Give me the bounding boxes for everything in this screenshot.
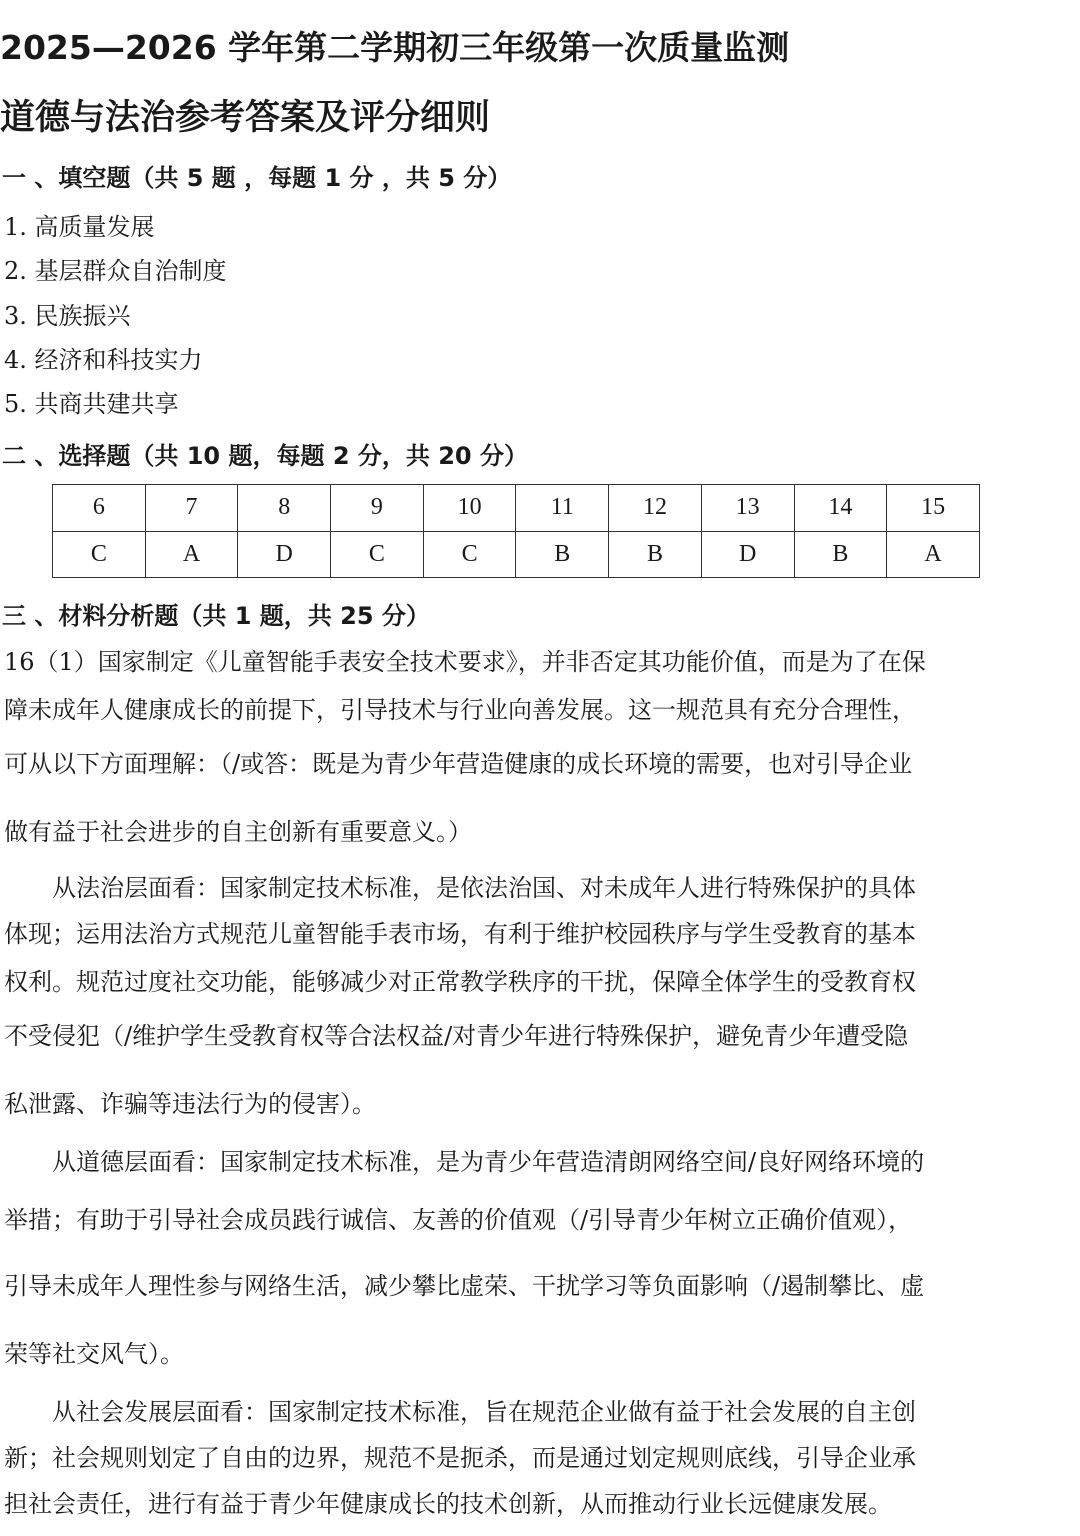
- section-multiple-choice-heading: 二 、选择题（共 10 题，每题 2 分，共 20 分）: [2, 442, 528, 470]
- analysis-text-line: 权利。规范过度社交功能，能够减少对正常教学秩序的干扰，保障全体学生的受教育权: [4, 968, 916, 996]
- analysis-text-line: 举措；有助于引导社会成员践行诚信、友善的价值观（/引导青少年树立正确价值观），: [4, 1206, 913, 1234]
- analysis-text-line: 做有益于社会进步的自主创新有重要意义。）: [4, 818, 472, 846]
- answer-letter-cell: B: [609, 531, 702, 578]
- answer-letter-row: [53, 531, 980, 578]
- question-number-cell: 7: [145, 485, 238, 532]
- question-number-row: [53, 485, 980, 532]
- answer-letter-cell: A: [887, 531, 980, 578]
- analysis-text-line: 16（1）国家制定《儿童智能手表安全技术要求》，并非否定其功能价值，而是为了在保: [4, 648, 926, 676]
- answer-letter-cell: C: [423, 531, 516, 578]
- law-perspective-paragraph: 从法治层面看：国家制定技术标准，是依法治国、对未成年人进行特殊保护的具体: [52, 874, 916, 902]
- question-number-cell: 14: [794, 485, 887, 532]
- analysis-text-line: 障未成年人健康成长的前提下，引导技术与行业向善发展。这一规范具有充分合理性，: [4, 696, 916, 724]
- fill-blank-answer-5: 5. 共商共建共享: [4, 390, 179, 418]
- question-number-cell: 10: [423, 485, 516, 532]
- answer-letter-cell: B: [794, 531, 887, 578]
- exam-title: 2025—2026 学年第二学期初三年级第一次质量监测: [0, 28, 790, 67]
- analysis-text-line: 不受侵犯（/维护学生受教育权等合法权益/对青少年进行特殊保护，避免青少年遭受隐: [4, 1022, 909, 1050]
- fill-blank-answer-1: 1. 高质量发展: [4, 213, 155, 241]
- section-material-analysis-heading: 三 、材料分析题（共 1 题，共 25 分）: [2, 602, 430, 630]
- question-number-cell: 12: [609, 485, 702, 532]
- fill-blank-answer-2: 2. 基层群众自治制度: [4, 257, 227, 285]
- answer-letter-cell: D: [701, 531, 794, 578]
- question-number-cell: 11: [516, 485, 609, 532]
- section-fill-blank-heading: 一 、填空题（共 5 题 ，每题 1 分 ，共 5 分）: [2, 164, 512, 192]
- analysis-text-line: 担社会责任，进行有益于青少年健康成长的技术创新，从而推动行业长远健康发展。: [4, 1490, 892, 1518]
- society-perspective-paragraph: 从社会发展层面看：国家制定技术标准，旨在规范企业做有益于社会发展的自主创: [52, 1398, 916, 1426]
- choice-answer-table: [52, 484, 980, 578]
- answer-letter-cell: C: [53, 531, 146, 578]
- answer-letter-cell: C: [331, 531, 424, 578]
- answer-letter-cell: D: [238, 531, 331, 578]
- analysis-text-line: 私泄露、诈骗等违法行为的侵害）。: [4, 1090, 376, 1118]
- analysis-text-line: 新；社会规则划定了自由的边界，规范不是扼杀，而是通过划定规则底线，引导企业承: [4, 1444, 916, 1472]
- analysis-text-line: 可从以下方面理解：（/或答：既是为青少年营造健康的成长环境的需要，也对引导企业: [4, 750, 913, 778]
- answer-letter-cell: B: [516, 531, 609, 578]
- fill-blank-answer-3: 3. 民族振兴: [4, 302, 131, 330]
- fill-blank-answer-4: 4. 经济和科技实力: [4, 346, 203, 374]
- question-number-cell: 6: [53, 485, 146, 532]
- document-subtitle: 道德与法治参考答案及评分细则: [0, 98, 491, 138]
- morality-perspective-paragraph: 从道德层面看：国家制定技术标准，是为青少年营造清朗网络空间/良好网络环境的: [52, 1148, 925, 1176]
- answer-letter-cell: A: [145, 531, 238, 578]
- question-number-cell: 8: [238, 485, 331, 532]
- question-number-cell: 15: [887, 485, 980, 532]
- question-number-cell: 13: [701, 485, 794, 532]
- question-number-cell: 9: [331, 485, 424, 532]
- analysis-text-line: 体现；运用法治方式规范儿童智能手表市场，有利于维护校园秩序与学生受教育的基本: [4, 920, 916, 948]
- analysis-text-line: 引导未成年人理性参与网络生活，减少攀比虚荣、干扰学习等负面影响（/遏制攀比、虚: [4, 1272, 925, 1300]
- analysis-text-line: 荣等社交风气）。: [4, 1340, 184, 1368]
